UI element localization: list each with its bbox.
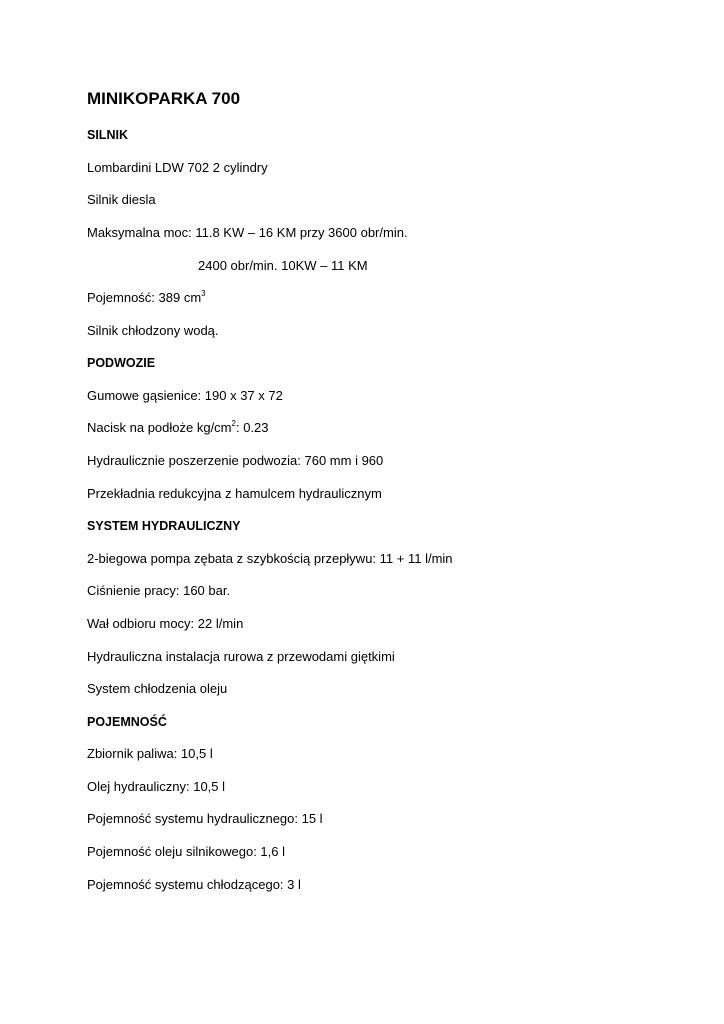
fuel-tank: Zbiornik paliwa: 10,5 l [87,746,213,761]
ground-pressure-value: : 0.23 [235,420,269,435]
tracks: Gumowe gąsienice: 190 x 37 x 72 [87,388,283,403]
oil-cooling-system: System chłodzenia oleju [87,681,228,696]
engine-type: Silnik diesla [87,192,156,207]
section-heading-podwozie: PODWOZIE [87,356,156,370]
hydraulic-system-capacity: Pojemność systemu hydraulicznego: 15 l [87,811,323,826]
ground-pressure [87,420,269,436]
section-heading-capacity: POJEMNOŚĆ [87,715,167,729]
displacement-superscript: 3 [201,288,206,298]
displacement [87,290,206,306]
gearbox: Przekładnia redukcyjna z hamulcem hydraulicznym [87,486,382,501]
engine-cooling: Silnik chłodzony wodą. [87,323,219,338]
power-take-off: Wał odbioru mocy: 22 l/min [87,616,244,631]
hydraulic-oil: Olej hydrauliczny: 10,5 l [87,779,226,794]
section-heading-hydraulics: SYSTEM HYDRAULICZNY [87,519,241,533]
hydraulic-piping: Hydrauliczna instalacja rurowa z przewodami giętkimi [87,649,395,664]
document-title: MINIKOPARKA 700 [87,89,241,108]
displacement-label: Pojemność: 389 cm [87,290,202,305]
cooling-system-capacity: Pojemność systemu chłodzącego: 3 l [87,877,301,892]
max-power: Maksymalna moc: 11.8 KW – 16 KM przy 3600 obr/min. [87,225,408,240]
hydraulic-pump: 2-biegowa pompa zębata z szybkością przepływu: 11 + 11 l/min [87,551,453,566]
engine-model: Lombardini LDW 702 2 cylindry [87,160,268,175]
ground-pressure-superscript: 2 [231,418,236,428]
engine-oil-capacity: Pojemność oleju silnikowego: 1,6 l [87,844,285,859]
working-pressure: Ciśnienie pracy: 160 bar. [87,583,231,598]
max-power-alt: 2400 obr/min. 10KW – 11 KM [198,258,368,273]
undercarriage-widening: Hydraulicznie poszerzenie podwozia: 760 mm i 960 [87,453,384,468]
ground-pressure-label: Nacisk na podłoże kg/cm [87,420,232,435]
section-heading-silnik: SILNIK [87,128,128,142]
